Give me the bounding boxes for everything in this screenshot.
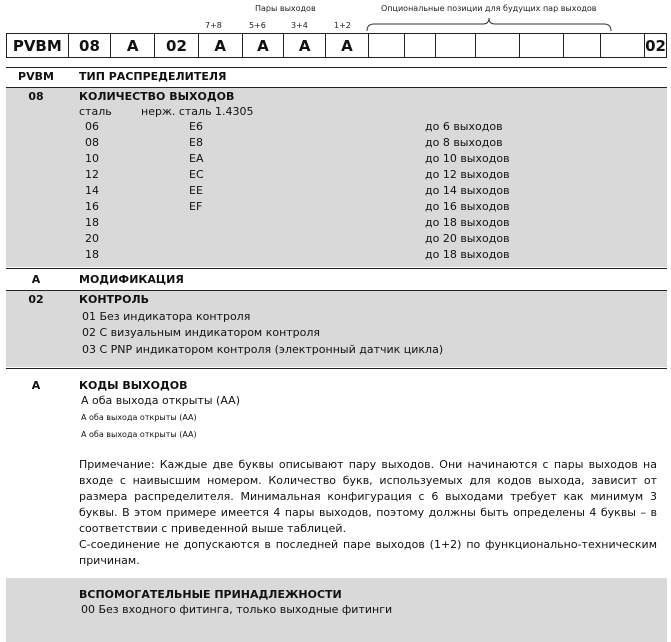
section-type-title: ТИП РАСПРЕДЕЛИТЕЛЯ	[79, 70, 227, 83]
accessories-option: 00 Без входного фитинга, только выходные фитинги	[81, 603, 393, 616]
outputs-stainless-code: EC	[189, 168, 204, 181]
outputs-desc: до 18 выходов	[425, 248, 510, 261]
pair-label-3-4: 3+4	[291, 21, 308, 30]
output-code-option: A оба выхода открыты (AA)	[81, 394, 241, 407]
optional-positions-title: Опциональные позиции для будущих пар выходов	[381, 4, 597, 13]
outputs-steel-code: 14	[85, 184, 99, 197]
outputs-desc: до 12 выходов	[425, 168, 510, 181]
code-cell-pair-5-6: A	[243, 34, 285, 57]
control-option: 02 С визуальным индикатором контроля	[82, 326, 321, 339]
code-cell-optional	[405, 34, 437, 57]
code-cell-optional	[436, 34, 476, 57]
section-outputs-key: 08	[28, 90, 44, 103]
code-cell-accessories: 02	[645, 36, 666, 55]
output-code-option-small: A оба выхода открыты (AA)	[81, 413, 197, 422]
section-control-key: 02	[28, 293, 44, 306]
code-cell-pair-3-4: A	[284, 34, 326, 57]
output-codes-note-2: С-соединение не допускаются в последней паре выходов (1+2) по функционально-техническим причинам.	[79, 538, 657, 567]
code-cell-optional	[476, 34, 520, 57]
optional-positions-brace	[366, 16, 612, 32]
section-type-key: PVBM	[18, 70, 54, 83]
outputs-steel-code: 12	[85, 168, 99, 181]
outputs-steel-code: 16	[85, 200, 99, 213]
divider	[6, 268, 667, 269]
pair-label-1-2: 1+2	[334, 21, 351, 30]
outputs-desc: до 8 выходов	[425, 136, 503, 149]
ordering-code-row	[6, 33, 667, 58]
code-cell-optional	[601, 34, 645, 57]
code-cell-modification: A	[111, 34, 155, 57]
outputs-stainless-code: E6	[189, 120, 203, 133]
code-cell-outputs: 08	[69, 34, 112, 57]
outputs-stainless-code: EF	[189, 200, 203, 213]
section-modification-key: A	[31, 273, 41, 286]
outputs-stainless-code: EA	[189, 152, 204, 165]
outputs-desc: до 6 выходов	[425, 120, 503, 133]
control-option: 01 Без индикатора контроля	[82, 310, 251, 323]
section-modification-title: МОДИФИКАЦИЯ	[79, 273, 184, 286]
code-cell-pair-1-2: A	[326, 34, 369, 57]
outputs-steel-code: 18	[85, 248, 99, 261]
outputs-stainless-code: EE	[189, 184, 203, 197]
outputs-stainless-code: E8	[189, 136, 203, 149]
output-codes-note: Примечание: Каждые две буквы описывают пару выходов. Они начинаются с пары выходов на входе с наивысшим номером. Количество букв, используемых для кодов выхода, зависит от размера распределителя. Минимальная конфигурация с 6 выходами требует как минимум 3 буквы. В этом примере имеется 4 пары выходов, поэтому должны быть определены 4 буквы – в соответствии с приведенной выше таблицей.	[79, 458, 657, 535]
section-output-codes-title: КОДЫ ВЫХОДОВ	[79, 379, 188, 392]
code-cell-optional	[564, 34, 602, 57]
code-cell-control: 02	[155, 34, 199, 57]
pairs-title: Пары выходов	[255, 4, 316, 13]
code-cell-optional	[369, 34, 405, 57]
section-type-band	[6, 68, 667, 85]
outputs-desc: до 10 выходов	[425, 152, 510, 165]
material-stainless-label: нерж. сталь 1.4305	[141, 105, 254, 118]
outputs-desc: до 18 выходов	[425, 216, 510, 229]
output-code-option-small: A оба выхода открыты (AA)	[81, 430, 197, 439]
outputs-desc: до 16 выходов	[425, 200, 510, 213]
section-output-codes-key: A	[31, 379, 41, 392]
code-cell-series: PVBM	[7, 34, 69, 57]
pair-label-5-6: 5+6	[249, 21, 266, 30]
outputs-steel-code: 10	[85, 152, 99, 165]
material-steel-label: сталь	[79, 105, 112, 118]
outputs-desc: до 14 выходов	[425, 184, 510, 197]
pair-label-7-8: 7+8	[205, 21, 222, 30]
section-control-title: КОНТРОЛЬ	[79, 293, 149, 306]
outputs-desc: до 20 выходов	[425, 232, 510, 245]
outputs-steel-code: 06	[85, 120, 99, 133]
code-cell-optional	[520, 34, 564, 57]
section-accessories-title: ВСПОМОГАТЕЛЬНЫЕ ПРИНАДЛЕЖНОСТИ	[79, 588, 342, 601]
outputs-steel-code: 20	[85, 232, 99, 245]
control-option: 03 С PNP индикатором контроля (электронный датчик цикла)	[82, 343, 444, 356]
code-cell-pair-7-8: A	[199, 34, 243, 57]
section-modification-band	[6, 271, 667, 288]
outputs-steel-code: 18	[85, 216, 99, 229]
section-outputs-title: КОЛИЧЕСТВО ВЫХОДОВ	[79, 90, 235, 103]
divider	[6, 368, 667, 369]
outputs-steel-code: 08	[85, 136, 99, 149]
